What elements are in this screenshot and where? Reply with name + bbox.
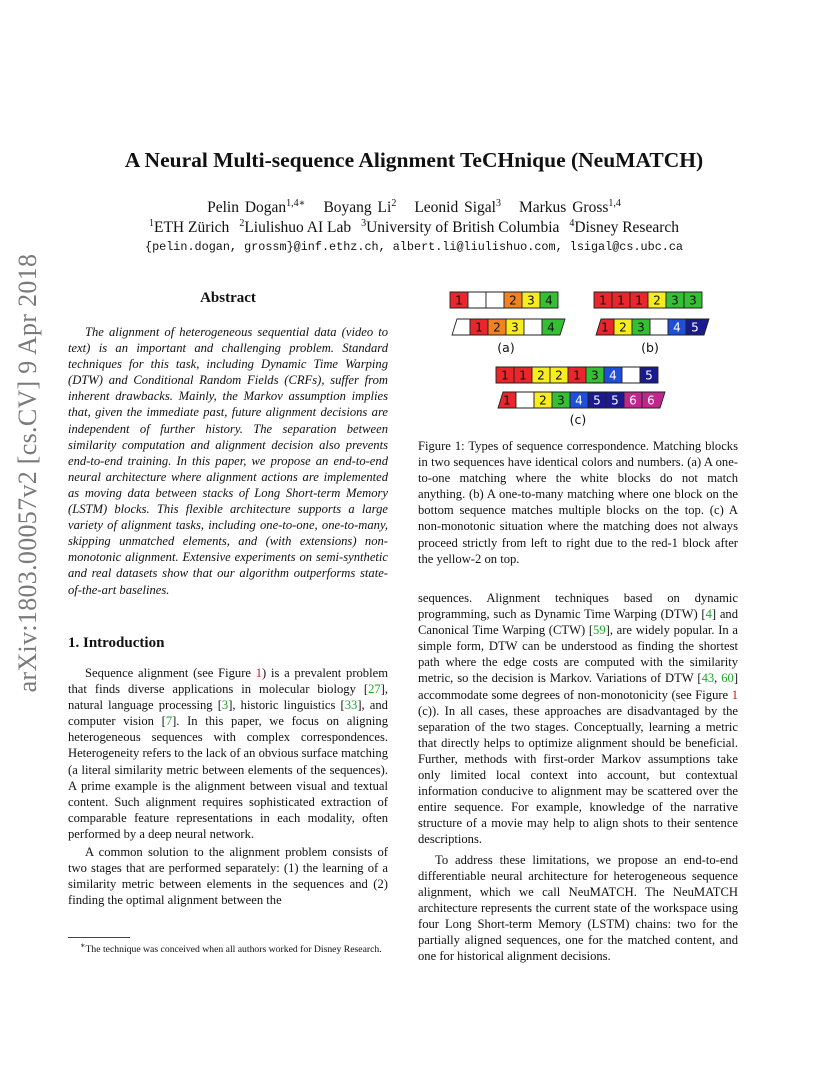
block-label: 3 [527, 293, 535, 308]
affiliation-mark: 3 [361, 218, 367, 229]
sequence-block [468, 292, 486, 308]
block-label: 5 [593, 393, 601, 408]
block-label: 2 [493, 320, 501, 335]
affiliation-mark: 2 [239, 218, 245, 229]
abstract-text [68, 324, 388, 598]
figure-sublabel: (a) [497, 340, 515, 355]
block-label: 3 [671, 293, 679, 308]
block-label: 1 [501, 368, 509, 383]
block-label: 1 [601, 320, 609, 335]
author [414, 199, 501, 216]
affiliation [239, 219, 351, 236]
author-affiliation-mark: 2 [391, 198, 397, 209]
block-label: 5 [691, 320, 699, 335]
abstract-paragraph: The alignment of heterogeneous sequential data (video to text) is an important and challenging problem. Standard techniques for this task, including Dynamic Time Warping (DTW) and Conditional Random Fields (CRFs), suffer from inherent drawbacks. Mainly, the Markov assumption implies that, given the immediate past, future alignment decisions are independent of further history. The separation between similarity computation and alignment decision also prevents end-to-end training. In this paper, we propose an end-to-end neural architecture where alignment actions are implemented as moving data between stacks of Long Short-term Memory (LSTM) blocks. This flexible architecture supports a large variety of alignment tasks, including one-to-one, one-to-many, skipping unmatched elements, and (with extensions) non-monotonic alignment. Extensive experiments on semi-synthetic and real datasets show that our algorithm outperforms state-of-the-art baselines. [68, 325, 388, 597]
intro-paragraph-4: To address these limitations, we propose an end-to-end differentiable neural architecture for heterogeneous sequence alignment, which we call NeuMATCH. The NeuMATCH architecture represents the current state of the workspace using four Long Short-term Memory (LSTM) chains: two for the partially aligned sequences, one for the matched content, and one for historical alignment decisions. [418, 852, 738, 964]
footnote [68, 940, 388, 957]
sequence-block [524, 319, 542, 335]
block-label: 1 [573, 368, 581, 383]
block-label: 1 [503, 393, 511, 408]
block-label: 3 [511, 320, 519, 335]
citation-link[interactable]: 59 [593, 623, 606, 638]
footnote-text: The technique was conceived when all authors worked for Disney Research. [85, 944, 382, 956]
author [519, 199, 621, 216]
citation-link[interactable]: 7 [165, 714, 173, 729]
block-label: 6 [647, 393, 655, 408]
citation-link[interactable]: 43 [701, 671, 715, 686]
affiliation-name: University of British Columbia [366, 219, 560, 237]
author [323, 199, 396, 216]
intro-right-column [418, 590, 738, 964]
block-label: 6 [629, 393, 637, 408]
sequence-block [622, 367, 640, 383]
affiliation-mark: 1 [148, 218, 154, 229]
sequence-block [486, 292, 504, 308]
block-label: 2 [537, 368, 545, 383]
figure-ref-link[interactable]: 1 [255, 666, 263, 680]
author [207, 199, 305, 216]
abstract-heading: Abstract [200, 290, 256, 306]
block-label: 1 [635, 293, 643, 308]
block-label: 4 [545, 293, 553, 308]
affiliation [569, 219, 679, 236]
intro-paragraph-1: Sequence alignment (see Figure 1) is a prevalent problem that finds diverse applications in molecular biology [27], natural language processing [3], historic linguistics [33], and computer vision [7]. In this paper, we focus on aligning heterogeneous sequences with complex correspondences. Heterogeneity refers to the lack of an obvious surface matching (a literal similarity metric between elements of the sequences). A prime example is the alignment between visual and textual content. Such alignment requires sophisticated extraction of comparable feature representations in each modality, often performed by a deep neural network. [68, 666, 388, 841]
intro-paragraph-2: A common solution to the alignment problem consists of two stages that are performed separately: (1) the learning of a similarity metric between elements in the sequences and (2) finding the optimal alignment between the [68, 845, 388, 908]
affiliation-name: Disney Research [574, 219, 679, 237]
sequence-a-top [450, 292, 558, 308]
affiliation [149, 219, 229, 236]
figure-1-caption: Figure 1: Types of sequence correspondence. Matching blocks in two sequences have identical colors and numbers. (a) A one-to-one matching where the white blocks do not match anything. (b) A one-to-many matching where one block on the bottom sequence matches multiple blocks on the top. (c) A non-monotonic situation where the matching does not always proceed strictly from left to right due to the red-1 block after the yellow-2 on top. [418, 439, 738, 566]
block-label: 5 [611, 393, 619, 408]
intro-left-column [68, 665, 388, 908]
block-label: 2 [619, 320, 627, 335]
block-label: 4 [547, 320, 555, 335]
author-list [0, 198, 828, 217]
author-name: Leonid Sigal [414, 199, 496, 217]
block-label: 3 [557, 393, 565, 408]
block-label: 2 [509, 293, 517, 308]
author-affiliation-mark: 1,4∗ [286, 198, 306, 209]
paper-title: A Neural Multi-sequence Alignment TeCHnique (NeuMATCH) [124, 148, 704, 172]
author-affiliation-mark: 3 [495, 198, 501, 209]
block-label: 3 [591, 368, 599, 383]
author-name: Boyang Li [323, 199, 392, 217]
affiliation-name: Liulishuo AI Lab [244, 219, 352, 237]
block-label: 1 [519, 368, 527, 383]
block-label: 2 [653, 293, 661, 308]
intro-paragraph-3: sequences. Alignment techniques based on dynamic programming, such as Dynamic Time Warping (DTW) [4] and Canonical Time Warping (CTW) [59], are widely popular. In a simple form, DTW can be understood as finding the shortest path where the edge costs are computed with the similarity metric, so the decision is Markov. Variations of DTW [43, 60] accommodate some degrees of non-monotonicity (see Figure 1 (c)). In all cases, these approaches are disadvantaged by the separation of the two stages. Conceptually, learning a metric that directly helps to optimize alignment should be beneficial. Further, methods with first-order Markov assumptions take only limited local context into account, but contextual information conducive to alignment may be scattered over the entire sequence. For example, knowledge of the narrative structure of a movie may help to align shots to their sentence descriptions. [418, 591, 739, 847]
block-label: 4 [673, 320, 681, 335]
arxiv-stamp: arXiv:1803.00057v2 [cs.CV] 9 Apr 2018 [13, 253, 42, 693]
citation-link[interactable]: 27 [368, 682, 381, 697]
block-label: 4 [609, 368, 617, 383]
affiliation-name: ETH Zürich [153, 219, 230, 237]
author-name: Pelin Dogan [207, 199, 287, 217]
citation-link[interactable]: 33 [344, 698, 358, 713]
affiliation-mark: 4 [569, 218, 575, 229]
block-label: 2 [555, 368, 563, 383]
citation-link[interactable]: 3 [221, 698, 229, 713]
block-label: 1 [475, 320, 483, 335]
block-label: 1 [617, 293, 625, 308]
block-label: 4 [575, 393, 583, 408]
figure-sublabel: (c) [569, 412, 587, 427]
block-label: 1 [599, 293, 607, 308]
citation-link[interactable]: 60 [721, 671, 734, 686]
block-label: 2 [539, 393, 547, 408]
footnote-rule [68, 937, 130, 938]
block-label: 3 [637, 320, 645, 335]
sequence-b-top [594, 292, 702, 308]
sequence-block [516, 392, 534, 408]
sequence-b-bottom [596, 319, 709, 335]
author-name: Markus Gross [518, 199, 609, 217]
figure-sublabel: (b) [641, 340, 659, 355]
sequence-c-bottom [498, 392, 665, 408]
figure-ref-link[interactable]: 1 [731, 687, 738, 702]
sequence-c-top [496, 367, 658, 383]
sequence-block [452, 319, 470, 335]
block-label: 1 [455, 293, 463, 308]
author-affiliation-mark: 1,4 [608, 198, 621, 209]
affiliation [361, 219, 559, 236]
block-label: 3 [689, 293, 697, 308]
sequence-a-bottom [452, 319, 565, 335]
author-emails: {pelin.dogan, grossm}@inf.ethz.ch, albert.li@liulishuo.com, lsigal@cs.ubc.ca [144, 240, 684, 254]
block-label: 5 [645, 368, 653, 383]
figure-1 [418, 286, 738, 432]
affiliation-list [0, 218, 828, 237]
introduction-heading: 1. Introduction [68, 635, 165, 651]
footnote-mark: ∗ [80, 941, 86, 950]
citation-link[interactable]: 4 [705, 607, 712, 622]
sequence-block [650, 319, 668, 335]
